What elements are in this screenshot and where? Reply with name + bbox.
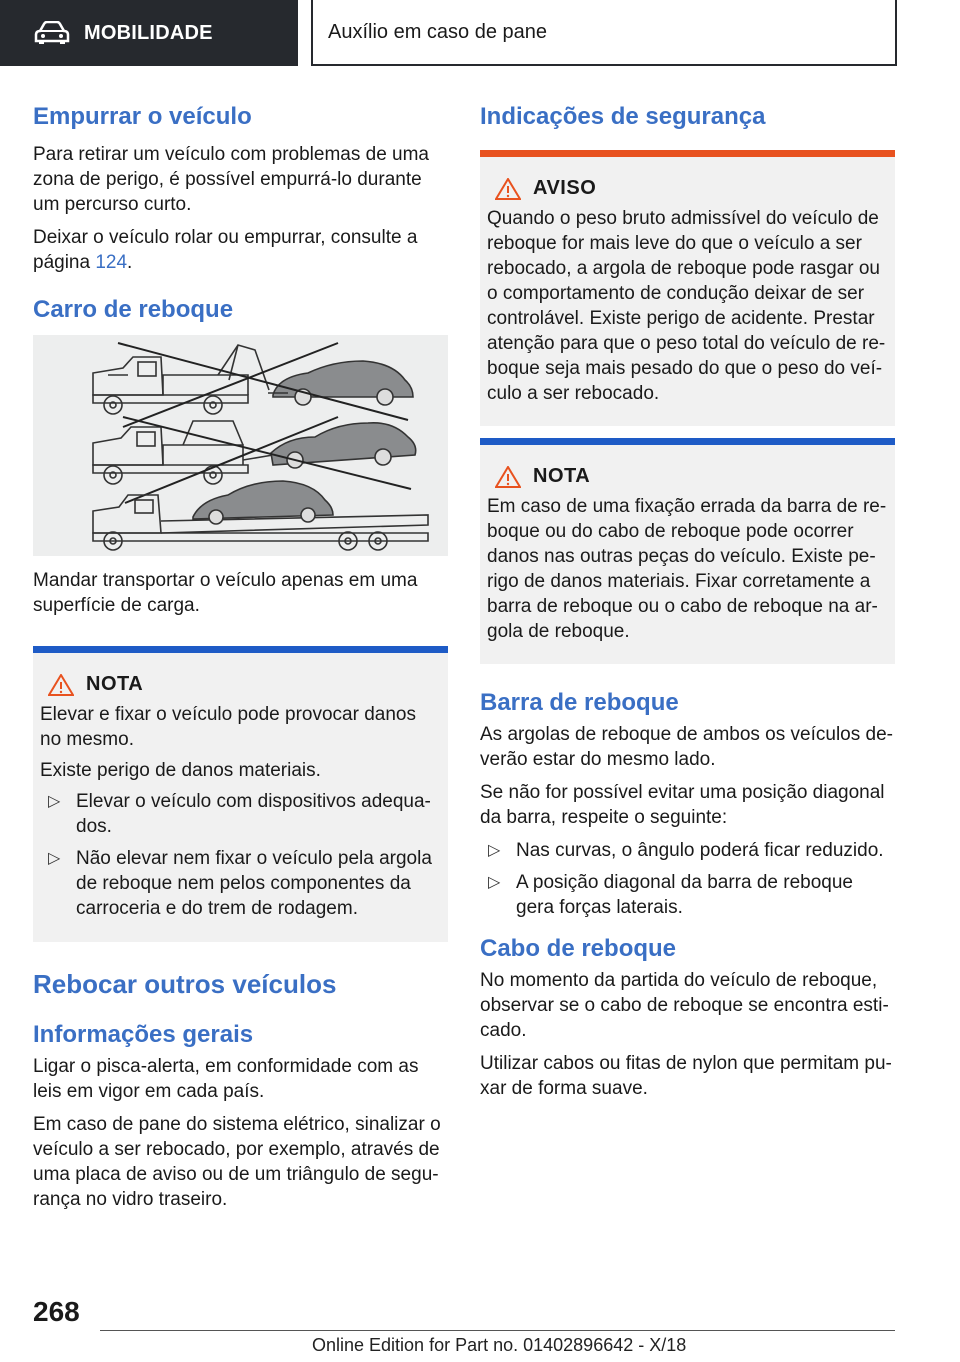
note-label: NOTA: [533, 465, 591, 487]
list-item: [480, 870, 895, 920]
note-paragraph-2: Existe perigo de danos materiais.: [40, 760, 321, 781]
car-icon: [34, 21, 70, 45]
tow-truck-2: [93, 421, 273, 484]
general-info-heading: Informações gerais: [33, 1021, 254, 1048]
tow-cable-paragraph-1: No momento da partida do veículo de reboque, observar se o cabo de reboque se encontra esticado.: [480, 970, 889, 1041]
note-label: NOTA: [86, 673, 144, 695]
warning-box: [480, 150, 895, 426]
safety-heading: Indicações de segurança: [480, 103, 766, 130]
note-text: Em caso de uma fixação errada da barra de reboque ou do cabo de reboque pode ocorrer danos nas outras peças do veículo. Existe perigo de danos materiais. Fixar corretamente a barra de reboque ou o cabo de reboque na argola de reboque.: [487, 496, 887, 642]
list-item: [40, 846, 441, 921]
tow-bar-heading: Barra de reboque: [480, 689, 679, 716]
general-paragraph-2: Em caso de pane do sistema elétrico, sinalizar o veículo a ser rebocado, por exemplo, através de uma placa de aviso ou de um triângulo de segurança no vidro traseiro.: [33, 1114, 441, 1210]
triangle-bullet-icon: ▷: [48, 793, 61, 810]
page-link[interactable]: 124: [95, 252, 128, 273]
list-item-text: Não elevar nem fixar o veículo pela argola de reboque nem pelos componentes da carroceria e do trem de rodagem.: [76, 848, 432, 919]
push-p2-text: Deixar o veículo rolar ou empurrar, consulte a página: [33, 227, 418, 273]
section-title: MOBILIDADE: [84, 21, 213, 44]
chapter-header: [311, 0, 897, 66]
push-paragraph-1: Para retirar um veículo com problemas de uma zona de perigo, é possível empurrá-lo durante um percurso curto.: [33, 144, 429, 215]
tow-bar-paragraph-2: Se não for possível evitar uma posição diagonal da barra, respeite o seguinte:: [480, 782, 885, 828]
page-number: 268: [33, 1296, 80, 1327]
tow-truck-drawing: [33, 335, 448, 556]
tow-bar-list: [480, 838, 895, 920]
figure-caption: Mandar transportar o veículo apenas em uma superfície de carga.: [33, 570, 418, 616]
towed-car-1: [273, 361, 413, 397]
section-tab: [0, 0, 298, 66]
note-header: [487, 465, 888, 488]
warning-header: [487, 177, 888, 200]
note-list: [40, 789, 441, 921]
triangle-bullet-icon: ▷: [488, 874, 501, 891]
warning-triangle-icon: [495, 178, 521, 200]
note-box: [33, 646, 448, 942]
edition-note: Online Edition for Part no. 01402896642 - X/18: [312, 1335, 687, 1355]
note-paragraph-1: Elevar e fixar o veículo pode provocar danos no mesmo.: [40, 704, 416, 750]
left-column: [33, 100, 448, 1220]
general-paragraph-1: Ligar o pisca-alerta, em conformidade com as leis em vigor em cada país.: [33, 1056, 419, 1102]
tow-truck-heading: Carro de reboque: [33, 296, 234, 323]
list-item-text: Elevar o veículo com dispositivos adequados.: [76, 791, 431, 837]
push-paragraph-2: [33, 225, 448, 275]
list-item-text: A posição diagonal da barra de reboque gera forças laterais.: [516, 872, 853, 918]
tow-truck-illustration: [33, 335, 448, 556]
warning-triangle-icon: [48, 674, 74, 696]
tow-bar-paragraph-1: As argolas de reboque de ambos os veículos deverão estar do mesmo lado.: [480, 724, 893, 770]
push-vehicle-heading: Empurrar o veículo: [33, 103, 252, 130]
footer-divider: [100, 1330, 895, 1331]
note-header: [40, 673, 441, 696]
triangle-bullet-icon: ▷: [48, 850, 61, 867]
triangle-bullet-icon: ▷: [488, 842, 501, 859]
warning-text: Quando o peso bruto admissível do veículo de reboque for mais leve do que o veículo a ser rebocado, a argola de reboque pode rasgar ou o comportamento de condução deixar de ser controlável. Existe perigo de acidente. Prestar atenção para que o peso total do veículo de reboque seja mais pesado do que o peso do veículo a ser rebocado.: [487, 208, 886, 404]
list-item-text: Nas curvas, o ângulo poderá ficar reduzido.: [516, 840, 884, 861]
tow-others-heading: Rebocar outros veículos: [33, 969, 337, 999]
note-box: [480, 438, 895, 664]
warning-triangle-icon: [495, 466, 521, 488]
warning-label: AVISO: [533, 177, 597, 199]
list-item: [480, 838, 895, 863]
tow-cable-heading: Cabo de reboque: [480, 935, 677, 962]
list-item: [40, 789, 441, 839]
right-column: [480, 100, 895, 1109]
tow-cable-paragraph-2: Utilizar cabos ou fitas de nylon que permitam puxar de forma suave.: [480, 1053, 892, 1099]
push-p2-end: .: [127, 252, 133, 273]
chapter-title: Auxílio em caso de pane: [328, 20, 548, 43]
